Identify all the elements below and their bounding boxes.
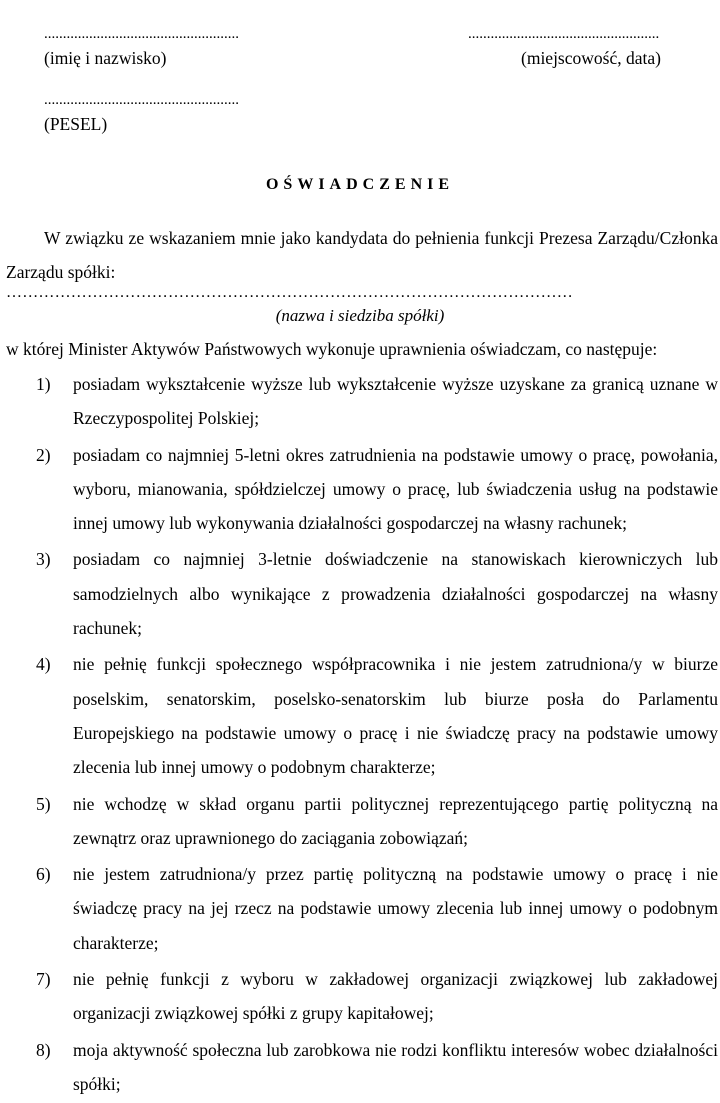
item-text: nie wchodzę w skład organu partii politycznej reprezentującego partię polityczną na zewnątrz oraz uprawnionego do zaciągania zobowiązań; [73, 793, 718, 848]
item-text: nie pełnię funkcji z wyboru w zakładowej organizacji związkowej lub zakładowej organizacji związkowej spółki z grupy kapitałowej; [73, 969, 718, 1024]
company-label: (nazwa i siedziba spółki) [275, 306, 445, 325]
list-item [6, 542, 718, 645]
place-label: (miejscowość, data) [521, 48, 661, 68]
item-number: 1) [36, 374, 51, 394]
item-text: moja aktywność społeczna lub zarobkowa nie rodzi konfliktu interesów wobec działalności spółki; [73, 1039, 718, 1094]
declaration-list [6, 367, 718, 1103]
item-number: 5) [36, 793, 51, 814]
item-number: 3) [36, 549, 51, 570]
list-item [6, 367, 718, 436]
document-title: OŚWIADCZENIE [265, 176, 455, 193]
pesel-label: (PESEL) [44, 114, 108, 134]
item-number: 4) [36, 654, 51, 675]
item-number: 6) [36, 864, 51, 885]
list-item [6, 438, 718, 541]
item-text: posiadam wykształcenie wyższe lub wykształcenie wyższe uzyskane za granicą uznane w Rzeczypospolitej Polskiej; [73, 374, 718, 429]
item-number: 2) [36, 444, 51, 465]
item-text: posiadam co najmniej 5-letni okres zatrudnienia na podstawie umowy o pracę, powołania, wyboru, mianowania, spółdzielczej umowy o pracę, lub świadczenia usług na podstawie innej umowy lub wykonywania działalności gospodarczej na własny rachunek; [73, 444, 718, 534]
name-dots: .................................................... [44, 26, 239, 42]
list-item [6, 647, 718, 784]
name-label: (imię i nazwisko) [44, 48, 167, 68]
lead-sentence: w której Minister Aktywów Państwowych wykonuje uprawnienia oświadczam, co następuje: [6, 339, 658, 359]
intro-paragraph: W związku ze wskazaniem mnie jako kandydata do pełnienia funkcji Prezesa Zarządu/Członka Zarządu spółki: [6, 228, 718, 282]
company-dots: …………………………………………………………………………………………… [6, 284, 573, 301]
item-number: 7) [36, 969, 51, 990]
item-text: nie jestem zatrudniona/y przez partię polityczną na podstawie umowy o pracę i nie świadczę pracy na jej rzecz na podstawie umowy zlecenia lub innej umowy o podobnym charakterze; [73, 864, 718, 953]
pesel-dots: .................................................... [44, 92, 239, 108]
item-text: nie pełnię funkcji społecznego współpracownika i nie jestem zatrudniona/y w biurze poselskim, senatorskim, poselsko-senatorskim lub biurze posła do Parlamentu Europejskiego na podstawie umowy o pracę i nie świadczę pracy na podstawie umowy zlecenia lub innej umowy o podobnym charakterze; [73, 654, 718, 778]
list-item [6, 1033, 718, 1102]
item-number: 8) [36, 1039, 51, 1060]
place-dots: ................................................... [468, 26, 660, 42]
list-item [6, 962, 718, 1031]
item-text: posiadam co najmniej 3-letnie doświadczenie na stanowiskach kierowniczych lub samodzielnych albo wynikające z prowadzenia działalności gospodarczej na własny rachunek; [73, 549, 718, 639]
list-item [6, 787, 718, 856]
list-item [6, 857, 718, 960]
